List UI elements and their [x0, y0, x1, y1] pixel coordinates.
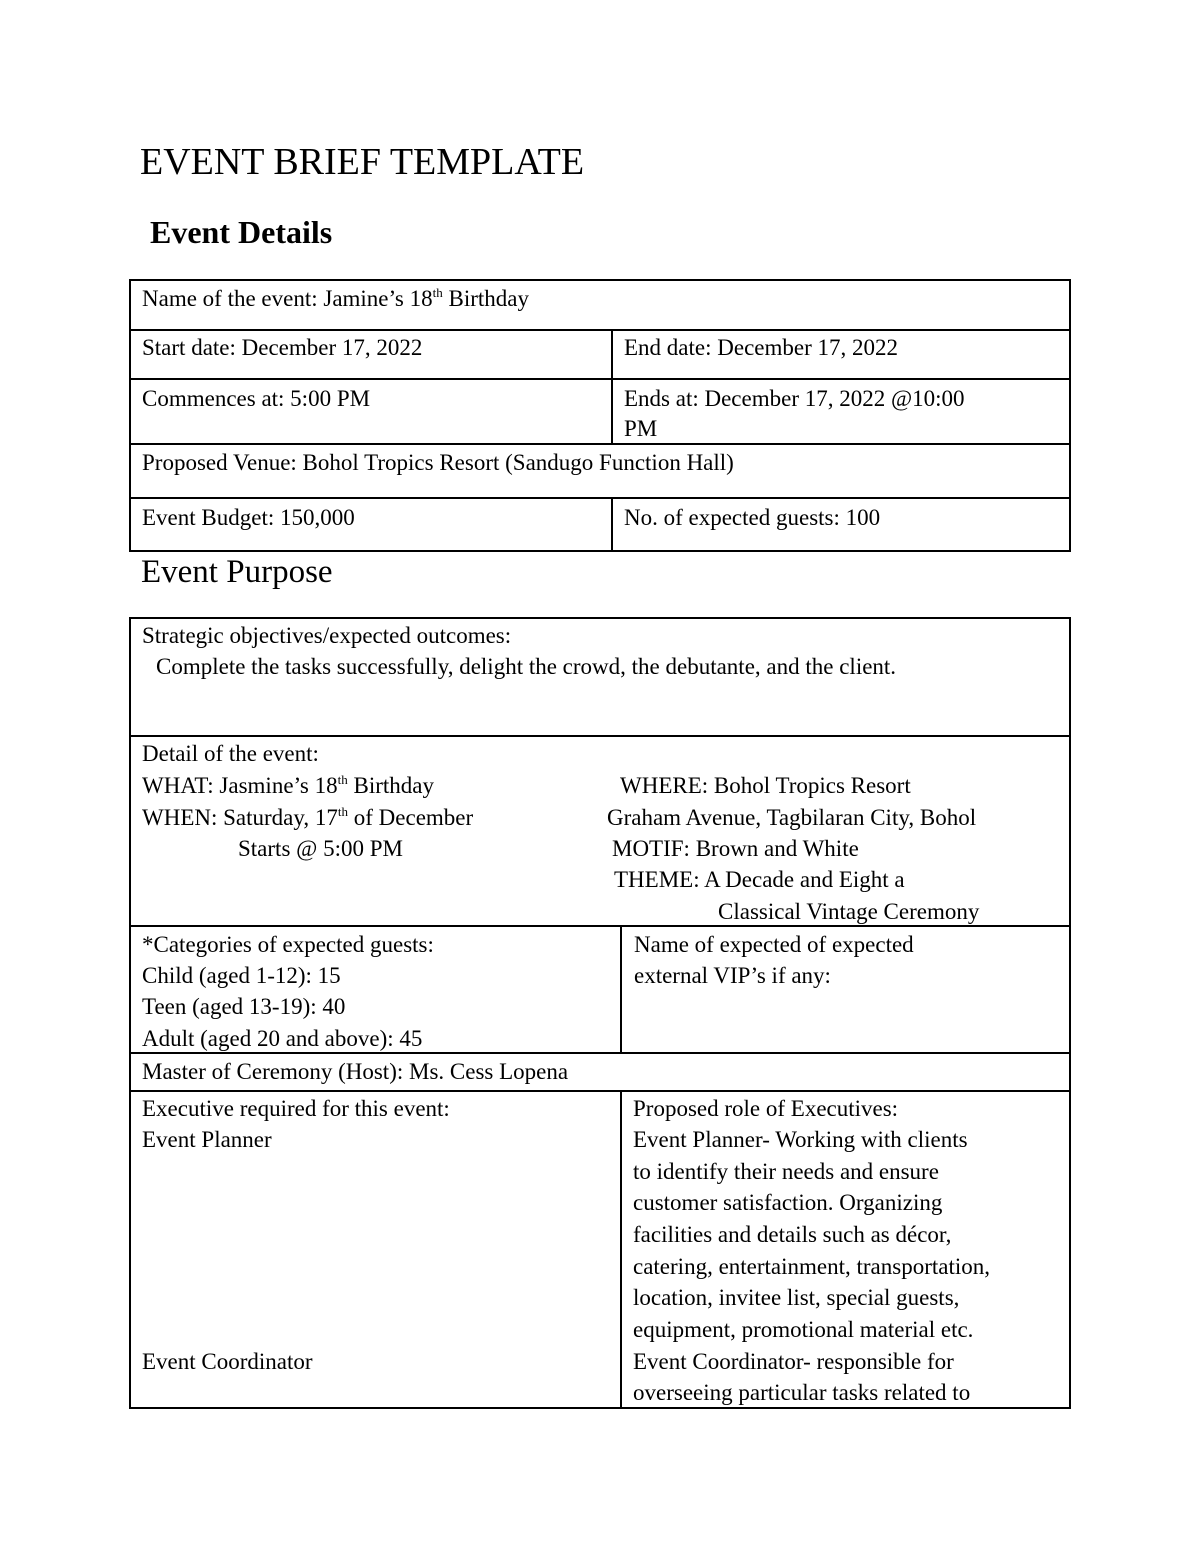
category-child: Child (aged 1-12): 15 [142, 963, 341, 988]
detail-label: Detail of the event: [142, 741, 319, 766]
executive-planner: Event Planner [142, 1127, 272, 1152]
roles-line: to identify their needs and ensure [633, 1159, 939, 1184]
roles-line: customer satisfaction. Organizing [633, 1190, 943, 1215]
table-divider [129, 497, 1071, 499]
table-divider [129, 735, 1071, 737]
document-title: EVENT BRIEF TEMPLATE [140, 141, 585, 183]
detail-what: WHAT: Jasmine’s 18th Birthday [142, 772, 434, 798]
table-divider [620, 1090, 622, 1408]
detail-motif: MOTIF: Brown and White [612, 836, 859, 861]
detail-where-line2: Graham Avenue, Tagbilaran City, Bohol [607, 805, 977, 830]
table-divider [129, 378, 1071, 380]
vip-line1: Name of expected of expected [634, 932, 914, 957]
executive-coordinator: Event Coordinator [142, 1349, 313, 1374]
table-divider [611, 329, 613, 379]
objectives-text: Complete the tasks successfully, delight the crowd, the debutante, and the client. [156, 654, 897, 679]
table-divider [129, 1090, 1071, 1092]
event-purpose-heading: Event Purpose [141, 554, 333, 590]
roles-line: catering, entertainment, transportation, [633, 1254, 991, 1279]
event-name: Name of the event: Jamine’s 18th Birthday [142, 285, 529, 311]
detail-starts: Starts @ 5:00 PM [238, 836, 403, 861]
start-date: Start date: December 17, 2022 [142, 335, 423, 360]
ends-at-line2: PM [624, 416, 658, 441]
expected-guests: No. of expected guests: 100 [624, 505, 881, 530]
objectives-label: Strategic objectives/expected outcomes: [142, 623, 512, 648]
table-divider [129, 443, 1071, 445]
table-divider [611, 378, 613, 444]
executive-label: Executive required for this event: [142, 1096, 450, 1121]
roles-line: Event Coordinator- responsible for [633, 1349, 954, 1374]
proposed-venue: Proposed Venue: Bohol Tropics Resort (Sandugo Function Hall) [142, 450, 734, 475]
roles-label: Proposed role of Executives: [633, 1096, 899, 1121]
table-divider [620, 925, 622, 1053]
category-teen: Teen (aged 13-19): 40 [142, 994, 346, 1019]
detail-theme-line1: THEME: A Decade and Eight a [614, 867, 905, 892]
table-divider [129, 329, 1071, 331]
detail-when: WHEN: Saturday, 17th of December [142, 804, 474, 830]
category-adult: Adult (aged 20 and above): 45 [142, 1026, 423, 1051]
table-divider [611, 497, 613, 551]
roles-line: overseeing particular tasks related to [633, 1380, 971, 1405]
ends-at-line1: Ends at: December 17, 2022 @10:00 [624, 386, 965, 411]
detail-where-line1: WHERE: Bohol Tropics Resort [620, 773, 911, 798]
detail-theme-line2: Classical Vintage Ceremony [718, 899, 980, 924]
categories-label: *Categories of expected guests: [142, 932, 434, 957]
event-budget: Event Budget: 150,000 [142, 505, 355, 530]
commences-at: Commences at: 5:00 PM [142, 386, 371, 411]
roles-line: Event Planner- Working with clients [633, 1127, 968, 1152]
event-details-heading: Event Details [150, 214, 333, 250]
end-date: End date: December 17, 2022 [624, 335, 898, 360]
roles-line: location, invitee list, special guests, [633, 1285, 960, 1310]
roles-line: facilities and details such as décor, [633, 1222, 952, 1247]
vip-line2: external VIP’s if any: [634, 963, 831, 988]
master-of-ceremony: Master of Ceremony (Host): Ms. Cess Lopena [142, 1059, 569, 1084]
roles-line: equipment, promotional material etc. [633, 1317, 974, 1342]
